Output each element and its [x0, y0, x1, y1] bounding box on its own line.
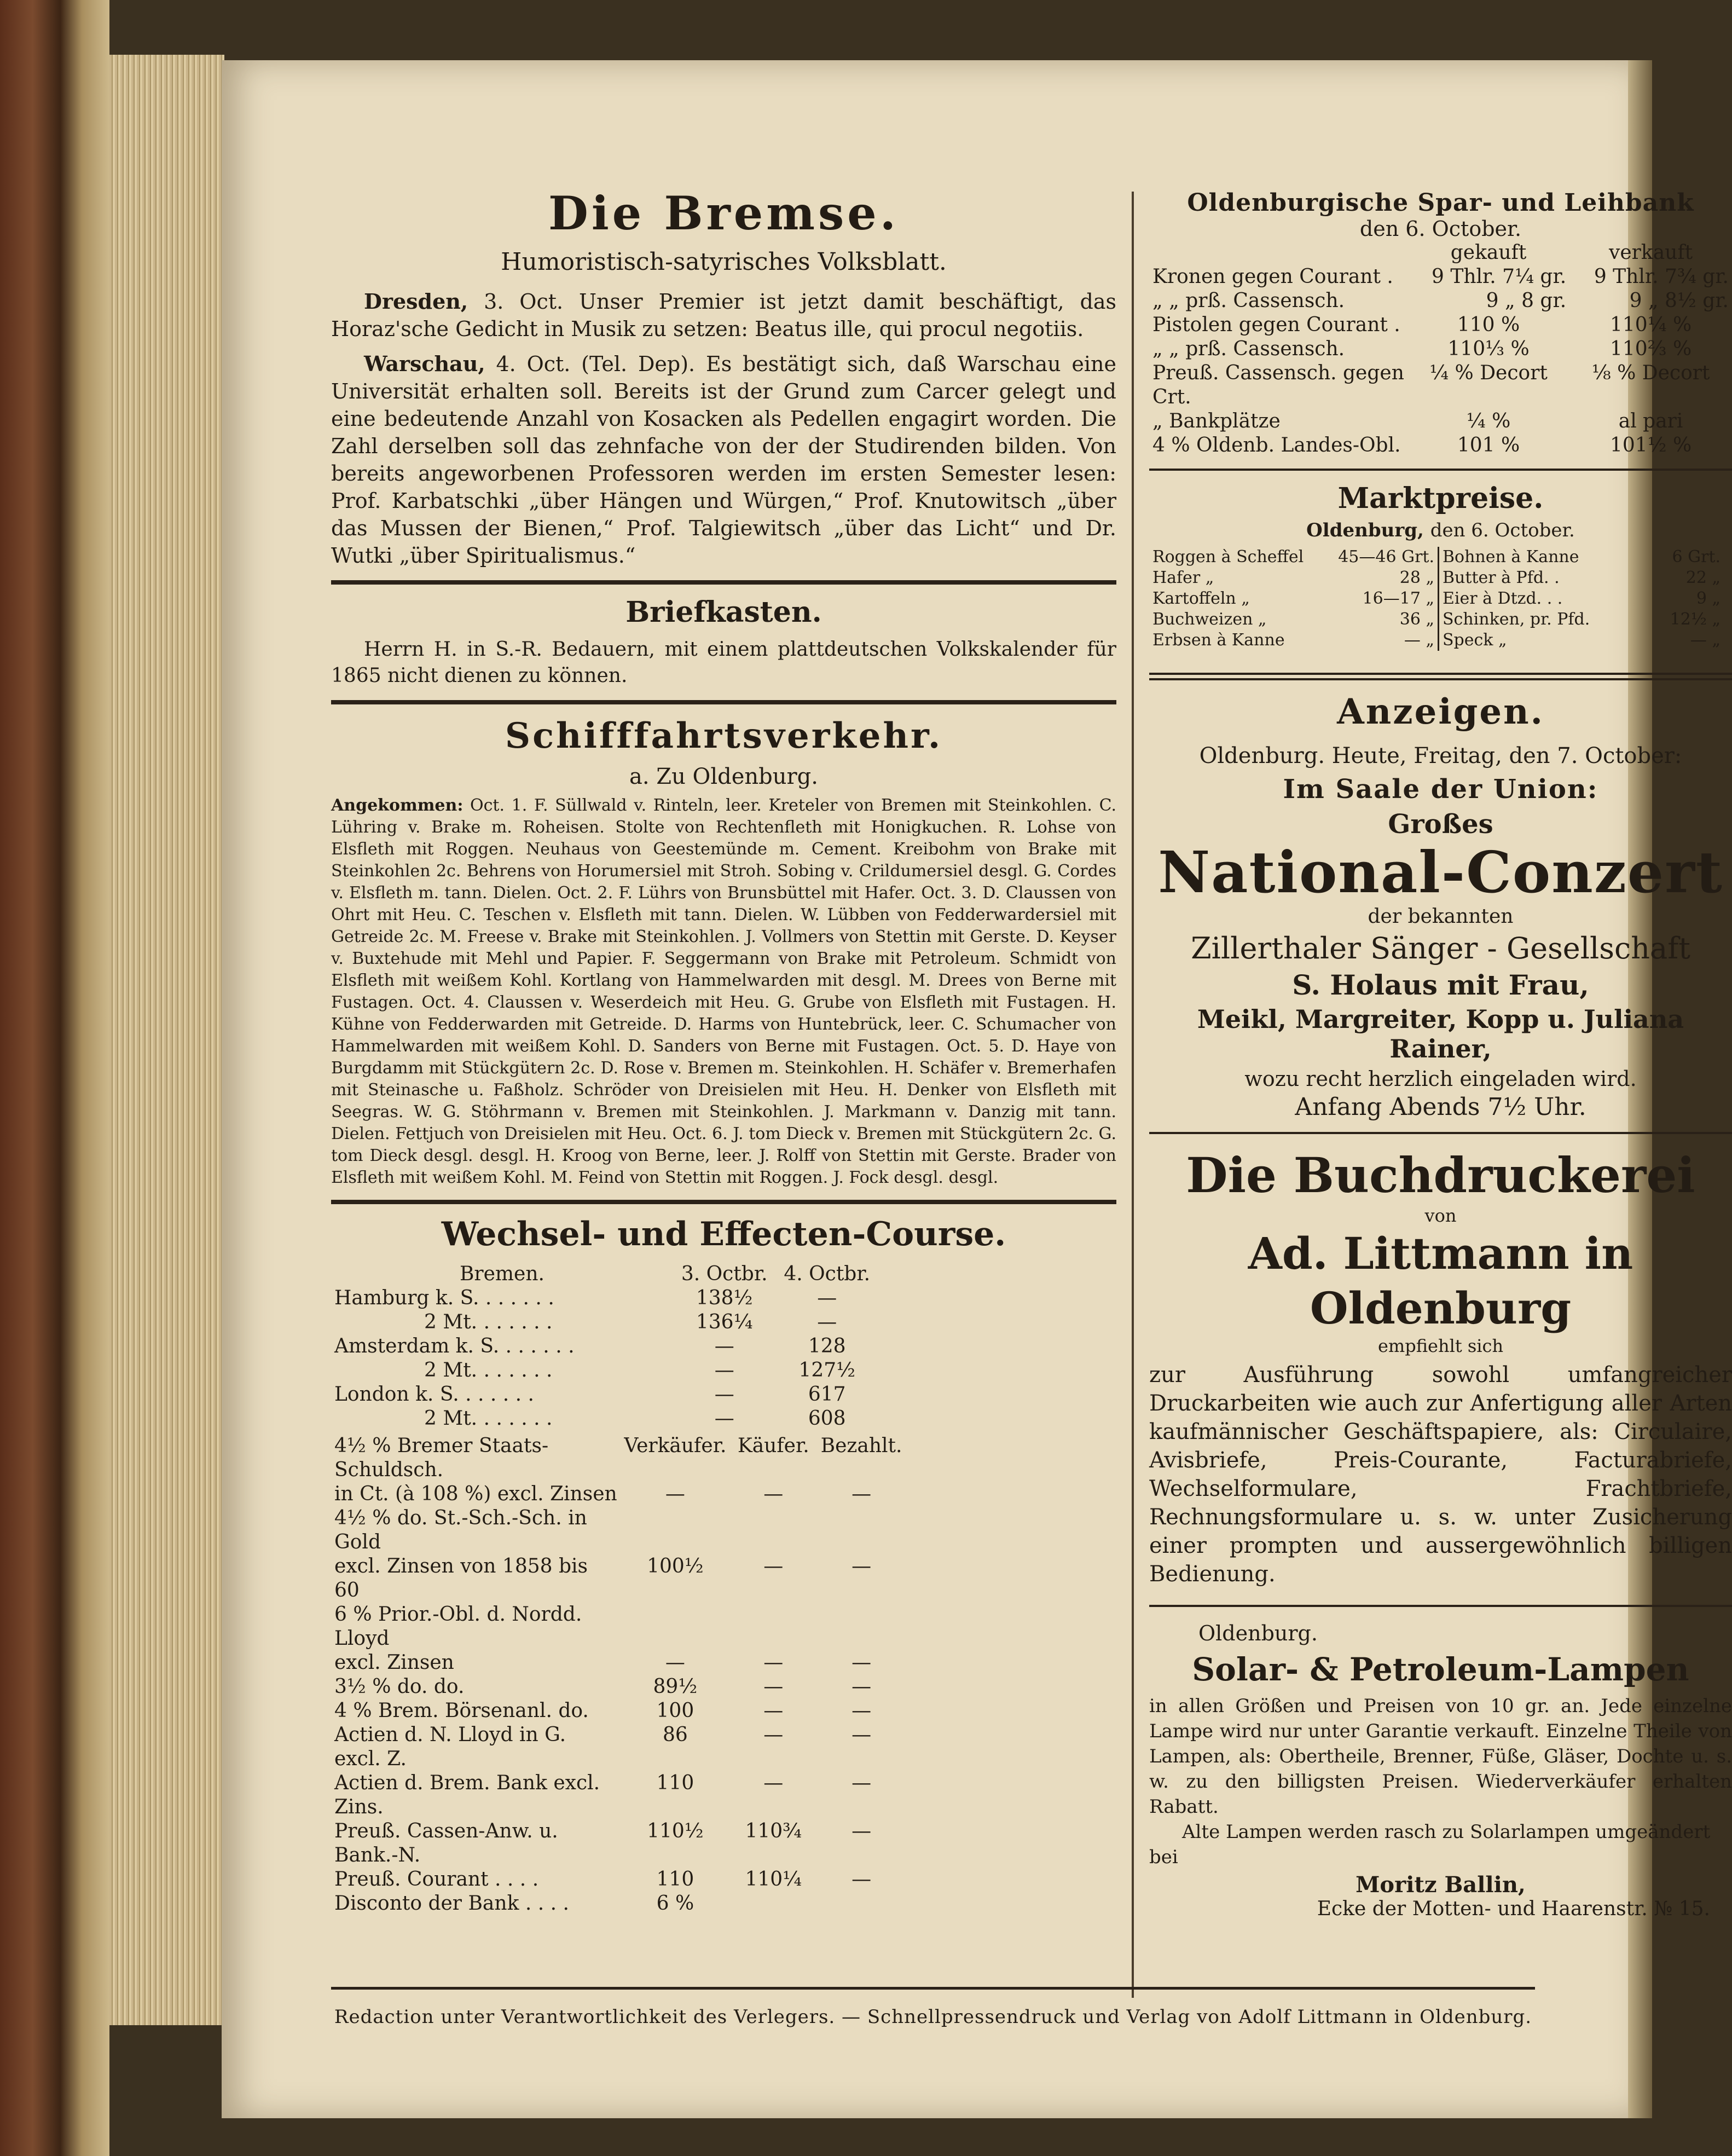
concert-venue: Im Saale der Union:: [1283, 774, 1598, 805]
markt-subhead: [1149, 519, 1732, 541]
lampen-addr: Ecke der Motten- und Haarenstr. № 15.: [1317, 1898, 1710, 1920]
bremse-title: Die Bremse.: [548, 186, 899, 240]
cell: 22 „: [1685, 568, 1721, 587]
cell: Bohnen à Kanne: [1443, 547, 1579, 567]
cell: Pistolen gegen Courant .: [1152, 314, 1400, 336]
cell: —: [851, 1675, 872, 1698]
table-row: [1149, 241, 1732, 265]
cell: 110⅔ %: [1609, 338, 1692, 360]
cell: 138½: [696, 1287, 753, 1309]
cell: ¼ % Decort: [1429, 362, 1548, 384]
table-row: [1149, 409, 1732, 433]
cell: 6 Grt.: [1672, 547, 1721, 567]
cell: 9 „ 8½ gr.: [1629, 290, 1729, 312]
bottom-rule: [331, 1987, 1535, 1990]
briefkasten-text: Herrn H. in S.-R. Bedauern, mit einem plattdeutschen Volkskalender für 1865 nicht dienen zu können.: [331, 638, 1116, 687]
cell: Butter à Pfd. .: [1443, 568, 1560, 587]
head-cell: 4½ % Bremer Staats-Schuldsch.: [334, 1435, 549, 1481]
cell: in Ct. (à 108 %) excl. Zinsen: [334, 1483, 617, 1505]
cell: Amsterdam k. S. . . . . . .: [334, 1335, 575, 1357]
concert-line: Meikl, Margreiter, Kopp u. Juliana Rainer,: [1197, 1004, 1684, 1063]
cell: Schinken, pr. Pfd.: [1443, 610, 1590, 629]
concert-headline: National-Conzert: [1158, 839, 1723, 906]
cell: 4 % Brem. Börsenanl. do.: [334, 1700, 589, 1722]
table-row: [331, 1334, 878, 1359]
table-row: [1149, 588, 1439, 609]
table-row: [1149, 568, 1439, 588]
rule: [1149, 1605, 1732, 1607]
cell: Erbsen à Kanne: [1152, 631, 1285, 650]
markt-title: Marktpreise.: [1337, 482, 1544, 515]
markt-date: den 6. October.: [1430, 519, 1575, 541]
cell: excl. Zinsen von 1858 bis 60: [334, 1555, 588, 1602]
cell: [817, 1603, 906, 1651]
cell: 608: [808, 1407, 846, 1430]
concert-line: wozu recht herzlich eingeladen wird.: [1244, 1067, 1637, 1091]
druckerei-name: Ad. Littmann in Oldenburg: [1248, 1228, 1633, 1334]
dresden-place: Dresden,: [364, 289, 468, 314]
table-row: [331, 1554, 906, 1603]
cell: Kronen gegen Courant .: [1152, 265, 1393, 288]
cell: [817, 1506, 906, 1554]
table-row: [1149, 630, 1439, 651]
markt-place: Oldenburg,: [1306, 519, 1424, 541]
table-row: [331, 1482, 906, 1506]
table-row: [1439, 568, 1724, 588]
cell: ⅛ % Decort: [1591, 362, 1710, 384]
warschau-text: 4. Oct. (Tel. Dep). Es bestätigt sich, daß Warschau eine Universität erhalten soll. Bereits ist der Grund zum Carcer gelegt und eine bedeutende Anzahl von Kosacken als Pedellen engagirt worden. Die Zahl derselben soll das zehnfache von der der Studirenden bilden. Von bereits angeworbenen Professoren werden im ersten Semester lesen: Prof. Karbatschki „über Hängen und Würgen,“ Prof. Knutowitsch „über das Mussen der Bienen,“ Prof. Talgiewitsch „über das Licht“ und Dr. Wutki „über Spiritualismus.“: [331, 352, 1116, 568]
cell: Actien d. N. Lloyd in G. excl. Z.: [334, 1724, 566, 1770]
cell: 86: [662, 1724, 688, 1746]
cell: 110½: [647, 1820, 704, 1842]
cell: London k. S. . . . . . .: [334, 1383, 534, 1406]
table-row: [1149, 433, 1732, 458]
cell: 110¼ %: [1609, 314, 1692, 336]
cell: 100: [656, 1700, 694, 1722]
cell: [621, 1506, 729, 1554]
bank-date: den 6. October.: [1359, 217, 1522, 241]
cell: —: [763, 1651, 784, 1674]
head-cell: Verkäufer.: [624, 1435, 727, 1457]
cell: [729, 1603, 817, 1651]
table-row: [1439, 630, 1724, 651]
schiff-sub: a. Zu Oldenburg.: [629, 764, 818, 789]
table-row: [331, 1819, 906, 1868]
table-row: [1149, 609, 1439, 630]
dresden-text: 3. Oct. Unser Premier ist jetzt damit beschäftigt, das Horaz'sche Gedicht in Musik zu setzen: Beatus ille, qui procul negotiis.: [331, 290, 1116, 341]
lampen-place: Oldenburg.: [1198, 1621, 1318, 1645]
druckerei-von: von: [1424, 1205, 1457, 1226]
column-divider: [1132, 192, 1134, 1998]
head-cell: 3. Octbr.: [681, 1263, 768, 1285]
table-row: [331, 1699, 906, 1723]
cell: Preuß. Courant . . . .: [334, 1868, 539, 1891]
left-column: [331, 60, 1116, 1916]
cell: [729, 1892, 817, 1916]
cell: —: [851, 1724, 872, 1746]
table-row: [331, 1771, 906, 1819]
cell: Buchweizen „: [1152, 610, 1267, 629]
rule: [1149, 673, 1732, 680]
table-row: [331, 1359, 878, 1383]
cell: 4½ % do. St.-Sch.-Sch. in Gold: [334, 1507, 587, 1553]
rule: [331, 700, 1116, 704]
cell: 6 %: [656, 1892, 694, 1915]
cell: 128: [808, 1335, 846, 1357]
page-edges: [109, 55, 224, 2025]
cell: ¼ %: [1466, 410, 1511, 432]
table-row: [1439, 588, 1724, 609]
cell: 12½ „: [1670, 610, 1721, 629]
cell: —: [714, 1383, 734, 1406]
cell: —: [851, 1555, 872, 1577]
cell: 89½: [653, 1675, 698, 1698]
cell: —: [714, 1407, 734, 1430]
cell: Roggen à Scheffel: [1152, 547, 1304, 567]
cell: 6 % Prior.-Obl. d. Nordd. Lloyd: [334, 1603, 582, 1650]
cell: —: [851, 1700, 872, 1722]
right-column: [1149, 60, 1732, 1920]
cell: 9 Thlr. 7¼ gr.: [1431, 265, 1567, 288]
rule: [1149, 1132, 1732, 1134]
markt-left: [1149, 547, 1439, 651]
head-cell: Käufer.: [737, 1435, 809, 1457]
cell: 110 %: [1457, 314, 1520, 336]
cell: 127½: [798, 1359, 856, 1382]
cell: Eier à Dtzd. . .: [1443, 589, 1563, 608]
head-cell: Bremen.: [459, 1263, 544, 1285]
table-row: [1149, 547, 1439, 568]
cell: 28 „: [1399, 568, 1434, 587]
table-row: [331, 1286, 878, 1310]
wechsel-title: Wechsel- und Effecten-Course.: [441, 1215, 1006, 1253]
warschau-place: Warschau,: [364, 351, 485, 376]
cell: —: [763, 1675, 784, 1698]
cell: Hafer „: [1152, 568, 1214, 587]
cell: —: [851, 1483, 872, 1505]
cell: 9 Thlr. 7¾ gr.: [1594, 265, 1729, 288]
bank-table: [1149, 241, 1732, 458]
cell: [817, 1892, 906, 1916]
cell: „ „ prß. Cassensch.: [1152, 338, 1345, 360]
table-row: [331, 1892, 906, 1916]
table-row: [331, 1310, 878, 1334]
cell: 101 %: [1457, 434, 1520, 456]
effecten-table: [331, 1434, 906, 1916]
anzeigen-title: Anzeigen.: [1337, 691, 1544, 732]
cell: —: [851, 1651, 872, 1674]
cell: 2 Mt. . . . . . .: [424, 1407, 553, 1430]
druckerei-text: zur Ausführung sowohl umfangreicher Druckarbeiten wie auch zur Anfertigung aller Arten kaufmännischer Geschäftspapiere, als: Circulaire, Avisbriefe, Preis-Courante, Facturabriefe, Wechselformulare, Frachtbriefe, Rechnungsformulare u. s. w. unter Zusicherung einer prompten und aussergewöhnlich billigen Bedienung.: [1149, 1362, 1732, 1587]
cell: „ „ prß. Cassensch.: [1152, 290, 1345, 312]
cell: [621, 1603, 729, 1651]
cell: —: [817, 1311, 837, 1333]
schiff-text: [331, 795, 1116, 1189]
table-row: [1149, 361, 1732, 409]
cell: 9 „ 8 gr.: [1486, 290, 1567, 312]
cell: 101½ %: [1609, 434, 1692, 456]
rule: [1149, 469, 1732, 471]
newspaper-page: [222, 60, 1732, 2118]
cell: 45—46 Grt.: [1338, 547, 1434, 567]
cell: al pari: [1618, 410, 1683, 432]
cell: 110: [656, 1772, 694, 1794]
cell: —: [763, 1724, 784, 1746]
cell: —: [665, 1651, 685, 1674]
cell: 110¾: [745, 1820, 802, 1842]
cell: —: [763, 1772, 784, 1794]
cell: —: [665, 1483, 685, 1505]
cell: —: [851, 1868, 872, 1891]
concert-line: Großes: [1388, 809, 1493, 840]
schiff-body: Oct. 1. F. Süllwald v. Rinteln, leer. Kreteler von Bremen mit Steinkohlen. C. Lühring v. Brake m. Roheisen. Stolte von Rechtenfleth mit Honigkuchen. R. Lohse von Elsfleth mit Roggen. Neuhaus von Geestemünde m. Cement. Kreibohm von Brake mit Steinkohlen 2c. Behrens von Horumersiel mit Stroh. Sobing v. Crildumersiel desgl. G. Cordes v. Elsfleth m. tann. Dielen. Oct. 2. F. Lührs von Brunsbüttel mit Hafer. Oct. 3. D. Claussen von Ohrt mit Heu. C. Teschen v. Elsfleth mit tann. Dielen. W. Lübben von Fedderwardersiel mit Getreide 2c. M. Freese v. Brake mit Steinkohlen. J. Vollmers von Stettin mit Gerste. D. Keyser v. Buxtehude mit Mehl und Papier. F. Seggermann von Brake mit Petroleum. Schmidt von Elsfleth mit weißem Kohl. Kortlang von Hammelwarden mit desgl. M. Drees von Berne mit Fustagen. Oct. 4. Claussen v. Weserdeich mit Heu. G. Grube von Elsfleth mit Fustagen. H. Kühne von Fedderwarden mit Getreide. D. Harms von Huntebrück, leer. C. Schumacher von Hammelwarden mit weißem Kohl. D. Sanders von Berne mit Fustagen. Oct. 5. D. Haye von Burgdamm mit Stückgütern 2c. D. Rose v. Bremen m. Steinkohlen. H. Schäfer v. Bremerhafen mit Steinasche u. Faßholz. Schröder von Dreisielen mit Heu. H. Denker von Elsfleth mit Seegras. W. G. Stöhrmann v. Bremen mit Steinkohlen. J. Markmann v. Danzig mit tann. Dielen. Fettjuch von Dreisielen mit Heu. Oct. 6. J. tom Dieck v. Bremen mit Stückgütern 2c. G. tom Dieck desgl. desgl. H. Kroog von Berne, leer. J. Rolff von Stettin mit Gerste. Brader von Elsfleth mit weißem Kohl. M. Feind von Stettin mit Roggen. J. Fock desgl. desgl.: [331, 796, 1116, 1187]
cell: 136¼: [696, 1311, 753, 1333]
druckerei-ad: [1149, 1145, 1732, 1356]
concert-ad: [1149, 743, 1732, 1121]
head-cell: Bezahlt.: [820, 1435, 902, 1457]
schiff-title: Schifffahrtsverkehr.: [505, 715, 943, 756]
head-cell: verkauft: [1609, 241, 1693, 264]
table-row: [331, 1506, 906, 1554]
table-row: [331, 1868, 906, 1892]
concert-line: S. Holaus mit Frau,: [1292, 969, 1589, 1001]
concert-line: Oldenburg. Heute, Freitag, den 7. October:: [1199, 743, 1682, 768]
cell: Actien d. Brem. Bank excl. Zins.: [334, 1772, 600, 1818]
table-row: [331, 1675, 906, 1699]
cell: excl. Zinsen: [334, 1651, 454, 1674]
book-binding: [0, 0, 109, 2156]
table-row: [1149, 289, 1732, 313]
cell: —: [763, 1700, 784, 1722]
table-row: [331, 1723, 906, 1771]
cell: Preuß. Cassensch. gegen Crt.: [1152, 362, 1404, 408]
cell: 9 „: [1696, 589, 1721, 608]
cell: „ Bankplätze: [1152, 410, 1281, 432]
bremse-warschau: [331, 350, 1116, 569]
cell: —: [851, 1772, 872, 1794]
cell: 110¼: [745, 1868, 802, 1891]
cell: Preuß. Cassen-Anw. u. Bank.-N.: [334, 1820, 558, 1866]
markt-right: [1439, 547, 1724, 651]
cell: 100½: [647, 1555, 704, 1577]
cell: Speck „: [1443, 631, 1507, 650]
table-row: [331, 1383, 878, 1407]
table-row: [331, 1603, 906, 1651]
table-row: [1439, 609, 1724, 630]
cell: —: [851, 1820, 872, 1842]
cell: —: [763, 1555, 784, 1577]
table-row: [331, 1434, 906, 1482]
cell: 617: [808, 1383, 846, 1406]
concert-line: Zillerthaler Sänger - Gesellschaft: [1191, 931, 1690, 966]
lampen-title: Solar- & Petroleum-Lampen: [1192, 1651, 1689, 1688]
head-cell: gekauft: [1450, 241, 1527, 264]
cell: 3½ % do. do.: [334, 1675, 465, 1698]
bank-title: Oldenburgische Spar- und Leihbank: [1187, 189, 1694, 217]
table-row: [1149, 265, 1732, 289]
cell: — „: [1404, 631, 1434, 650]
schiff-lead: Angekommen:: [331, 796, 464, 815]
cell: —: [714, 1359, 734, 1382]
bremse-subtitle: Humoristisch-satyrisches Volksblatt.: [501, 248, 947, 276]
table-row: [1149, 313, 1732, 337]
bremse-dresden: [331, 288, 1116, 343]
lampen-sig: Moritz Ballin,: [1356, 1872, 1526, 1898]
cell: 110: [656, 1868, 694, 1891]
wechsel-table: [331, 1262, 878, 1431]
markt-table: [1149, 547, 1732, 651]
table-row: [331, 1407, 878, 1431]
table-row: [1149, 337, 1732, 361]
lampen-text: in allen Größen und Preisen von 10 gr. an. Jede einzelne Lampe wird nur unter Garantie verkauft. Einzelne Theile von Lampen, als: Obertheile, Brenner, Füße, Gläser, Dochte u. s. w. zu den billigsten Preisen. Wiederverkäufer erhalten Rabatt.: [1149, 1695, 1732, 1818]
rule: [331, 1200, 1116, 1204]
cell: 2 Mt. . . . . . .: [424, 1311, 553, 1333]
concert-line: Anfang Abends 7½ Uhr.: [1295, 1093, 1586, 1121]
cell: Disconto der Bank . . . .: [334, 1892, 569, 1915]
table-row: [1439, 547, 1724, 568]
cell: 4 % Oldenb. Landes-Obl.: [1152, 434, 1401, 456]
cell: 16—17 „: [1362, 589, 1434, 608]
briefkasten-title: Briefkasten.: [625, 596, 822, 629]
imprint-footer: Redaction unter Verantwortlichkeit des Verlegers. — Schnellpressendruck und Verlag von Adolf Littmann in Oldenburg.: [334, 2006, 1532, 2028]
cell: —: [714, 1335, 734, 1357]
cell: Hamburg k. S. . . . . . .: [334, 1287, 554, 1309]
cell: — „: [1690, 631, 1721, 650]
cell: 2 Mt. . . . . . .: [424, 1359, 553, 1382]
head-cell: 4. Octbr.: [784, 1263, 871, 1285]
rule: [331, 580, 1116, 585]
cell: Kartoffeln „: [1152, 589, 1250, 608]
cell: 110⅓ %: [1447, 338, 1530, 360]
lampen-text2: Alte Lampen werden rasch zu Solarlampen umgeändert bei: [1149, 1821, 1711, 1868]
cell: [1149, 241, 1407, 265]
table-row: [331, 1262, 878, 1286]
cell: 36 „: [1399, 610, 1434, 629]
cell: [729, 1506, 817, 1554]
concert-line: der bekannten: [1368, 905, 1514, 928]
cell: —: [817, 1287, 837, 1309]
cell: —: [763, 1483, 784, 1505]
table-row: [331, 1651, 906, 1675]
druckerei-empf: empfiehlt sich: [1377, 1336, 1504, 1356]
druckerei-title: Die Buchdruckerei: [1186, 1147, 1695, 1204]
